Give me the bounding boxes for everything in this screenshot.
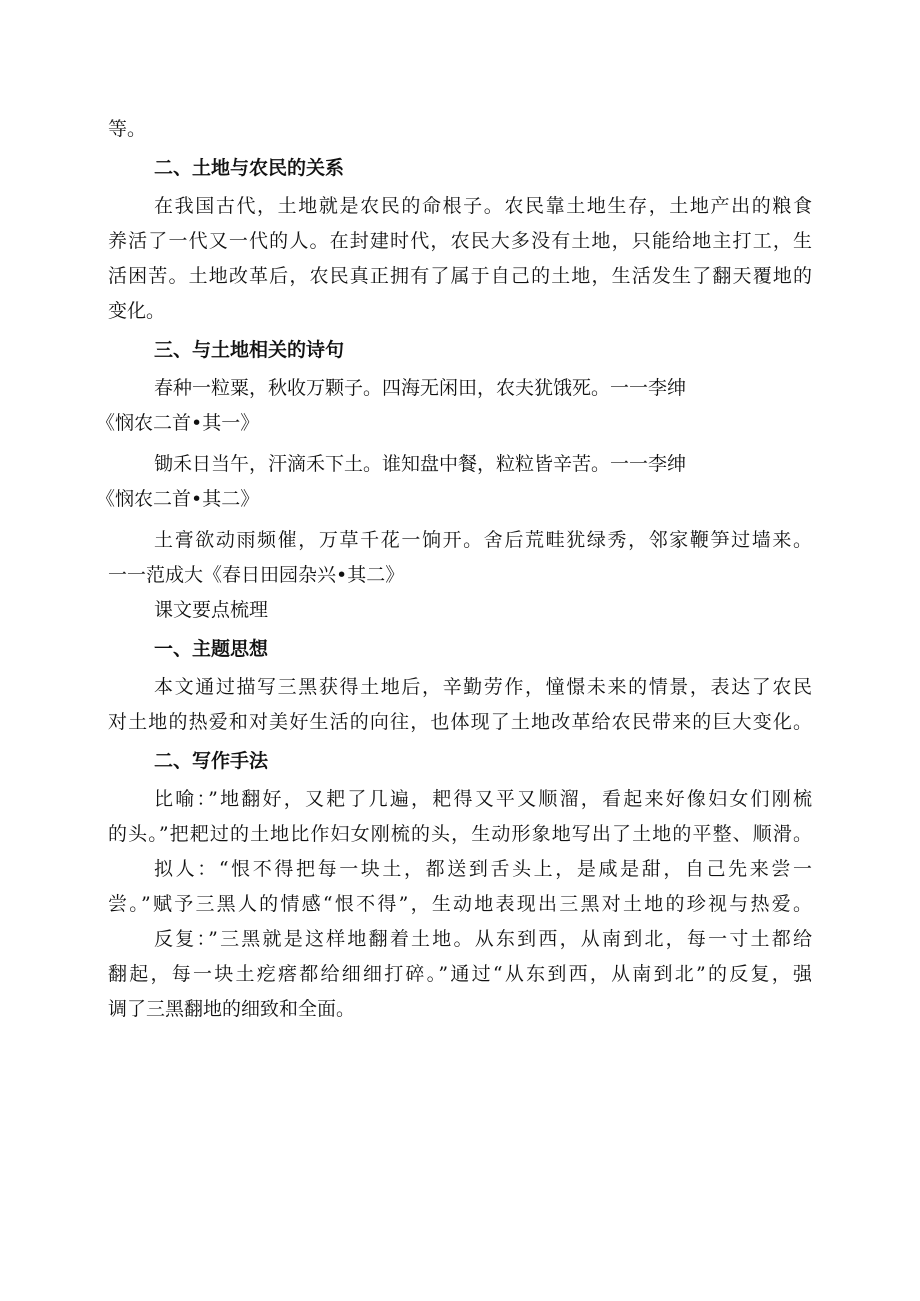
section-heading-theme: 一、主题思想	[154, 638, 269, 660]
section-heading-poems: 三、与土地相关的诗句	[154, 339, 345, 361]
poem-line: 春种一粒粟，秋收万颗子。四海无闲田，农夫犹饿死。一一李绅	[154, 377, 687, 399]
section-heading-land-and-farmers: 二、土地与农民的关系	[154, 157, 345, 179]
text-line: 比喻：”地翻好，又耙了几遍，耙得又平又顺溜，看起来好像妇女们刚梳	[154, 788, 812, 810]
text-line: 养活了一代又一代的人。在封建时代，农民大多没有土地，只能给地主打工，生	[108, 230, 812, 252]
poem-line: 锄禾日当午，汗滴禾下土。谁知盘中餐，粒粒皆辛苦。一一李绅	[154, 453, 687, 475]
text-line: 对土地的热爱和对美好生活的向往，也体现了土地改革给农民带来的巨大变化。	[108, 711, 812, 733]
text-line: 在我国古代，土地就是农民的命根子。农民靠土地生存，土地产出的粮食	[154, 195, 812, 217]
text-line: 拟人：“恨不得把每一块土，都送到舌头上，是咸是甜，自己先来尝一	[154, 858, 812, 880]
text-line: 反复：”三黑就是这样地翻着土地。从东到西，从南到北，每一寸土都给	[154, 928, 812, 950]
text-line: 变化。	[108, 300, 166, 322]
subsection-title: 课文要点梳理	[154, 599, 269, 621]
text-line: 的头。”把耙过的土地比作妇女刚梳的头，生动形象地写出了土地的平整、顺滑。	[108, 823, 812, 845]
text-line: 本文通过描写三黑获得土地后，辛勤劳作，憧憬未来的情景，表达了农民	[154, 676, 812, 698]
text-line: 调了三黑翻地的细致和全面。	[108, 998, 356, 1020]
poem-source: 《悯农二首•其一》	[96, 412, 260, 434]
document-page	[96, 112, 812, 1027]
poem-source: 一一范成大《春日田园杂兴•其二》	[108, 564, 405, 586]
text-line: 等。	[108, 118, 147, 140]
text-line: 活困苦。土地改革后，农民真正拥有了属于自己的土地，生活发生了翻天覆地的	[108, 265, 812, 287]
section-heading-writing-techniques: 二、写作手法	[154, 750, 269, 772]
text-line: 翻起，每一块土疙瘩都给细细打碎。”通过“从东到西，从南到北”的反复，强	[108, 963, 812, 985]
poem-line: 土膏欲动雨频催，万草千花一饷开。舍后荒畦犹绿秀，邻家鞭笋过墙来。	[154, 529, 812, 551]
text-line: 尝。”赋予三黑人的情感“恨不得”，生动地表现出三黑对土地的珍视与热爱。	[108, 893, 812, 915]
poem-source: 《悯农二首•其二》	[96, 488, 260, 510]
